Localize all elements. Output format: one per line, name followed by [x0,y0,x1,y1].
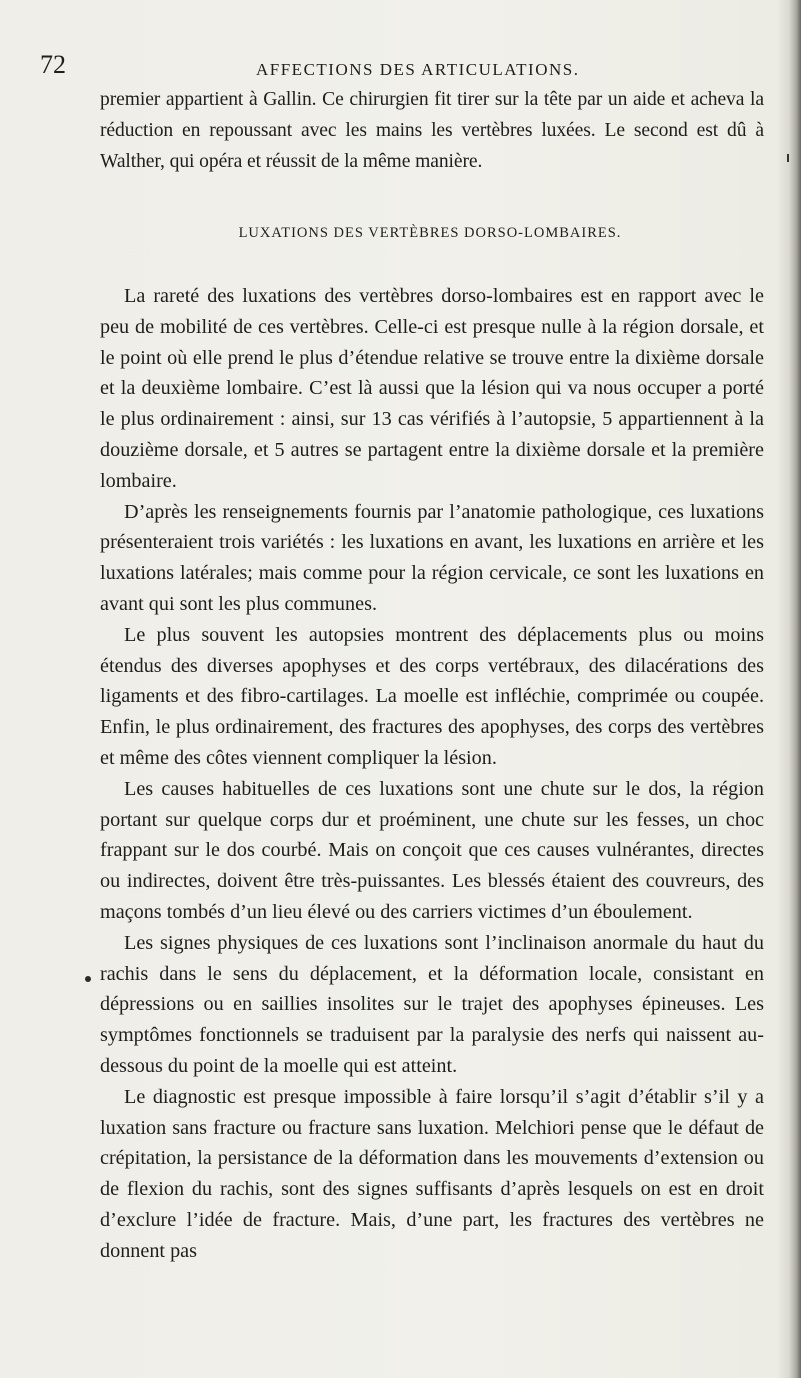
body-text [100,281,764,1267]
intro-paragraph-block [100,85,764,177]
running-title: AFFECTIONS DES ARTICULATIONS. [256,60,580,79]
intro-paragraph: premier appartient à Gallin. Ce chirurgien fit tirer sur la tête par un aide et acheva la réduction en repoussant avec les mains les vertèbres luxées. Le second est dû à Walther, qui opéra et réussit de la même manière. [100,89,764,172]
page-edge-shadow [789,0,801,1378]
section-heading: LUXATIONS DES VERTÈBRES DORSO-LOMBAIRES. [238,225,622,241]
paragraph-rarete: La rareté des luxations des vertèbres dorso-lombaires est en rapport avec le peu de mobilité de ces vertèbres. Celle-ci est presque nulle à la région dorsale, et le point où elle prend le plus d’étendue relative se trouve entre la dixième dorsale et la deuxième lombaire. C’est là aussi que la lésion qui va nous occuper a porté le plus ordinairement : ainsi, sur 13 cas vérifiés à l’autopsie, 5 appartiennent à la douzième dorsale, et 5 autres se partagent entre la dixième dorsale et la première lombaire. [100,285,764,492]
paragraph-autopsies: Le plus souvent les autopsies montrent des déplacements plus ou moins étendus des diverses apophyses et des corps vertébraux, des dilacérations des ligaments et des fibro-cartilages. La moelle est infléchie, comprimée ou coupée. Enfin, le plus ordinairement, des fractures des apophyses, des corps des vertèbres et même des côtes viennent compliquer la lésion. [100,623,764,769]
paragraph-diagnostic: Le diagnostic est presque impossible à faire lorsqu’il s’agit d’établir s’il y a luxation sans fracture ou fracture sans luxation. Melchiori pense que le défaut de crépitation, la persistance de la déformation dans les mouvements d’extension ou de flexion du rachis, sont des signes suffisants d’après lesquels on est en droit d’exclure l’idée de fracture. Mais, d’une part, les fractures des vertèbres ne donnent pas [100,1085,764,1262]
page-number: 72 [40,50,66,79]
margin-mark-dot [85,976,91,982]
paragraph-varietes: D’après les renseignements fournis par l’anatomie pathologique, ces luxations présenteraient trois variétés : les luxations en avant, les luxations en arrière et les luxations latérales; mais comme pour la région cervicale, ce sont les luxations en avant qui sont les plus communes. [100,500,764,615]
page-header [40,50,760,84]
paragraph-causes: Les causes habituelles de ces luxations sont une chute sur le dos, la région portant sur quelque corps dur et proéminent, une chute sur les fesses, un choc frappant sur le dos courbé. Mais on conçoit que ces causes vulnérantes, directes ou indirectes, doivent être très-puissantes. Les blessés étaient des couvreurs, des maçons tombés d’un lieu élevé ou des carriers victimes d’un éboulement. [100,777,764,923]
paragraph-signes: Les signes physiques de ces luxations sont l’inclinaison anormale du haut du rachis dans le sens du déplacement, et la déformation locale, consistant en dépressions ou en saillies insolites sur le trajet des apophyses épineuses. Les symptômes fonctionnels se traduisent par la paralysie des nerfs qui naissent au-dessous du point de la moelle qui est atteint. [100,931,764,1077]
